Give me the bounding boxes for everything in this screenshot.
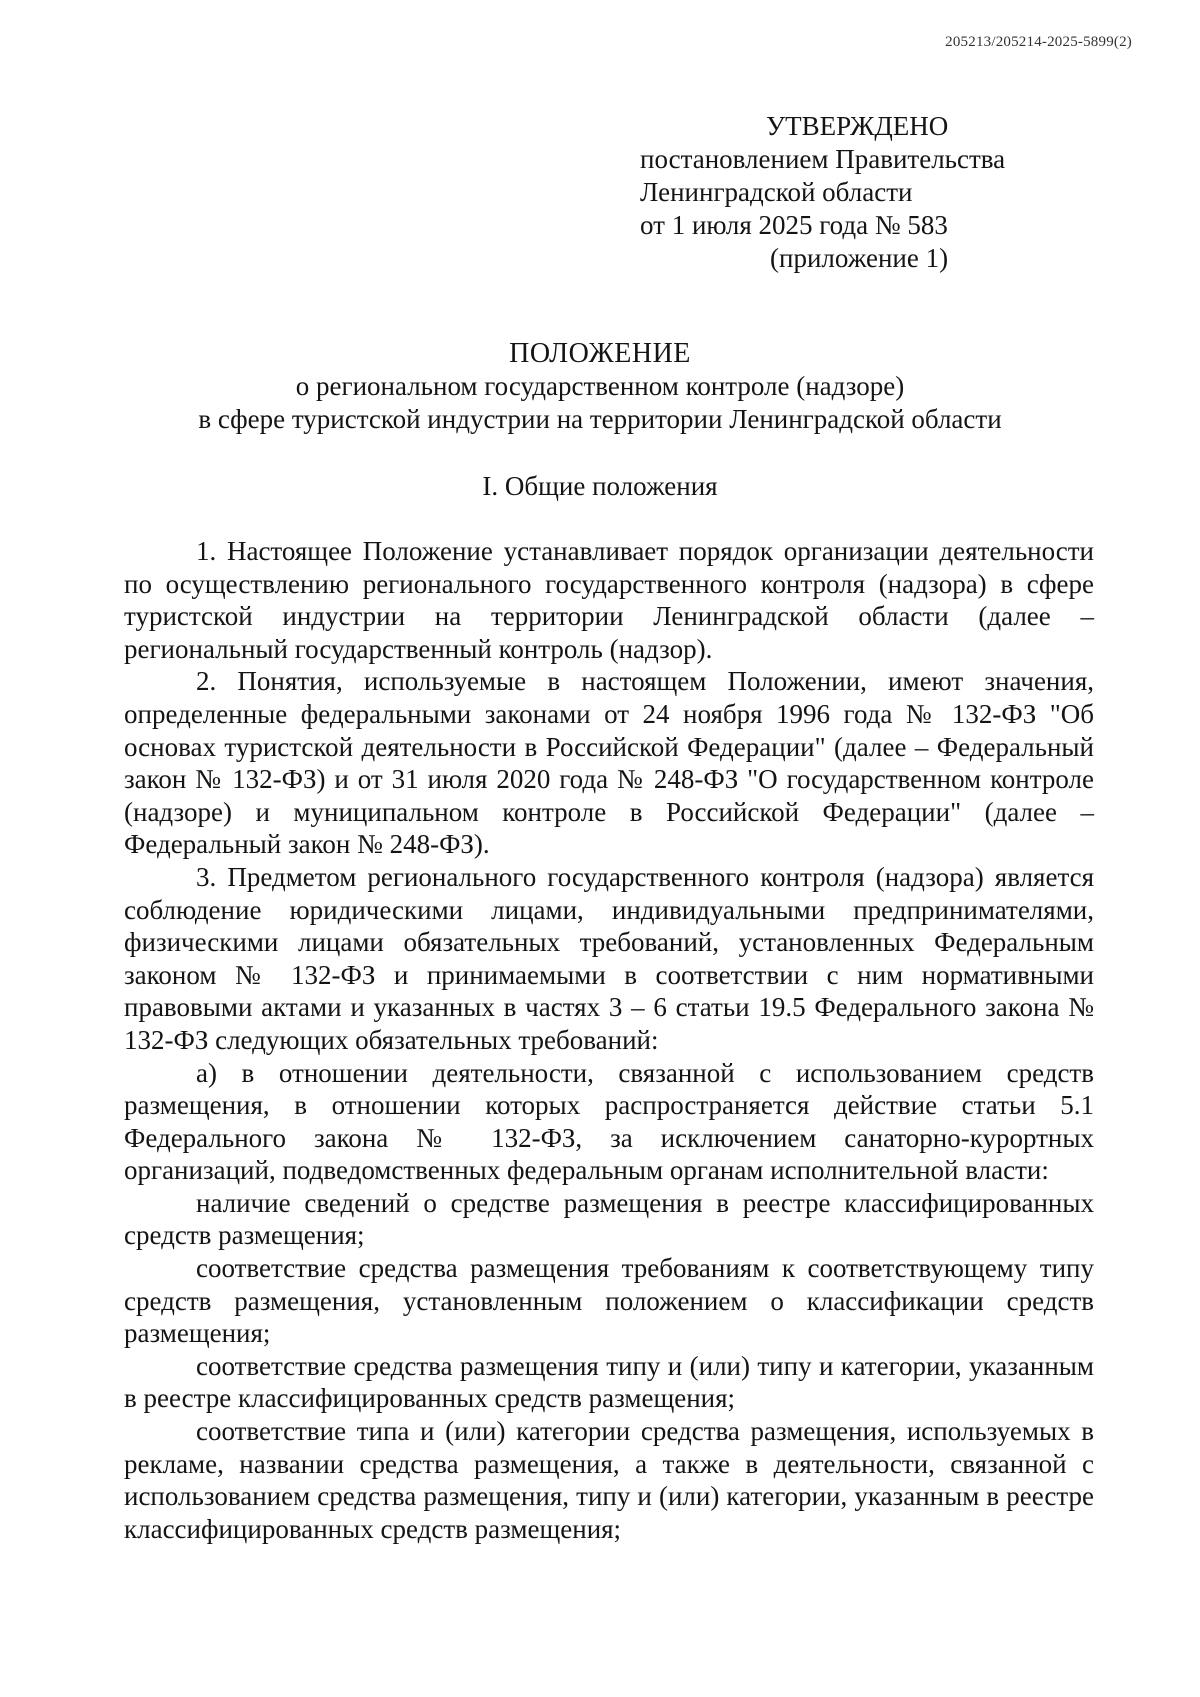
section-heading: I. Общие положения [482,471,718,501]
requirement-item-4: соответствие типа и (или) категории средства размещения, используемых в рекламе, названии средства размещения, а также в деятельности, связанной с использованием средства размещения, типу и (или) категории, указанным в реестре классифицированных средств размещения; [124,1416,1094,1544]
requirement-item-3: соответствие средства размещения типу и (или) типу и категории, указанным в реестре классифицированных средств размещения; [124,1350,1094,1414]
paragraph-2: 2. Понятия, используемые в настоящем Положении, имеют значения, определенные федеральными законами от 24 ноября 1996 года № 132-ФЗ "Об основах туристской деятельности в Российской Федерации" (далее – Федеральный закон № 132-ФЗ) и от 31 июля 2020 года № 248-ФЗ "О государственном контроле (надзоре) и муниципальном контроле в Российской Федерации" (далее – Федеральный закон № 248-ФЗ). [124,666,1094,860]
document-title: ПОЛОЖЕНИЕ [509,338,691,369]
approval-stamp-block [640,110,1060,275]
requirement-item-1: наличие сведений о средстве размещения в реестре классифицированных средств размещения; [124,1187,1094,1251]
approval-line-date: от 1 июля 2025 года № 583 [640,210,948,240]
paragraph-3a: а) в отношении деятельности, связанной с использованием средств размещения, в отношении которых распространяется действие статьи 5.1 Федерального закона № 132-ФЗ, за исключением санаторно-курортных организаций, подведомственных федеральным органам исполнительной власти: [124,1057,1094,1186]
document-subtitle-line-1: о региональном государственном контроле (надзоре) [295,371,905,401]
approval-line-appendix: (приложение 1) [770,243,949,273]
paragraph-1: 1. Настоящее Положение устанавливает порядок организации деятельности по осуществлению регионального государственного контроля (надзора) в сфере туристской индустрии на территории Ленинградской области (далее – региональный государственный контроль (надзор). [124,536,1094,664]
requirement-item-2: соответствие средства размещения требованиям к соответствующему типу средств размещения, установленным положением о классификации средств размещения; [124,1253,1094,1349]
document-body [124,535,1094,1545]
paragraph-3: 3. Предметом регионального государственного контроля (надзора) является соблюдение юридическими лицами, индивидуальными предпринимателями, физическими лицами обязательных требований, установленных Федеральным законом № 132-ФЗ и принимаемыми в соответствии с ним нормативными правовыми актами и указанных в частях 3 – 6 статьи 19.5 Федерального закона № 132-ФЗ следующих обязательных требований: [124,861,1094,1055]
document-subtitle-line-2: в сфере туристской индустрии на территории Ленинградской области [198,404,1002,434]
approval-line-region: Ленинградской области [640,177,913,207]
document-title-block [0,337,1200,436]
document-registration-number: 205213/205214-2025-5899(2) [945,34,1132,50]
approval-line-resolution: постановлением Правительства [640,144,1006,174]
approval-heading: УТВЕРЖДЕНО [766,111,949,141]
